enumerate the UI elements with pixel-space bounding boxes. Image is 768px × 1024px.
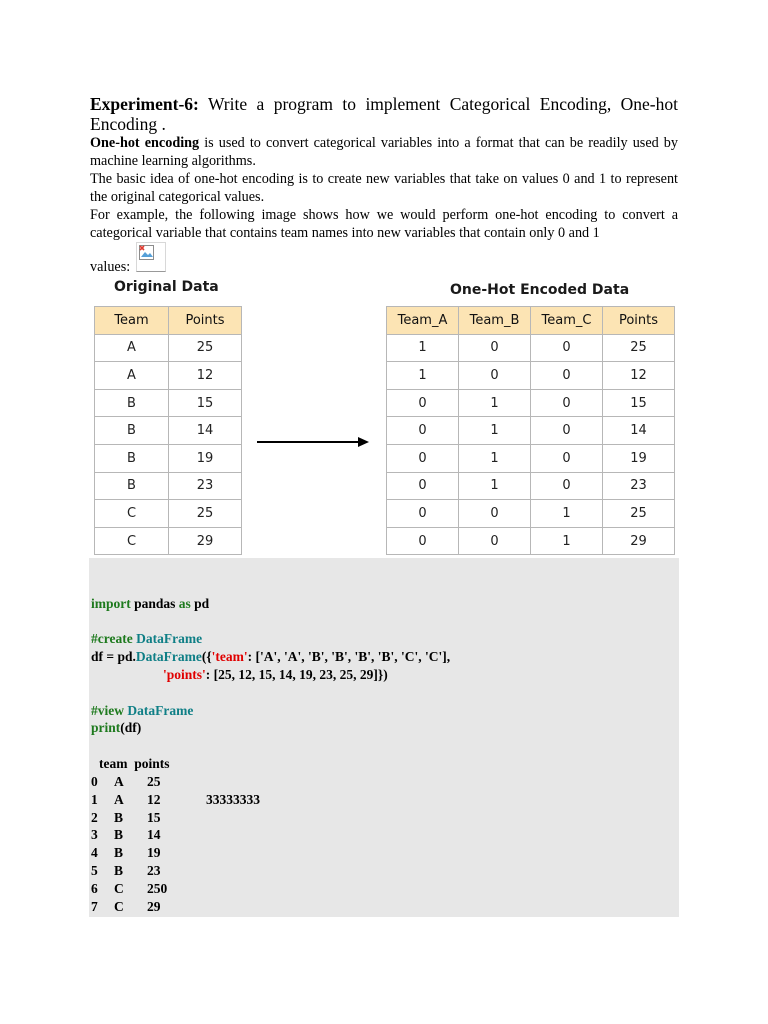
table-cell: 19 <box>603 444 675 472</box>
table-cell: 25 <box>169 334 242 362</box>
table-cell: B <box>95 472 169 500</box>
encoded-data-title: One-Hot Encoded Data <box>450 282 630 298</box>
experiment-heading <box>90 94 678 134</box>
original-data-table <box>94 306 242 555</box>
table-cell: 14 <box>603 417 675 445</box>
column-header: Points <box>169 307 242 335</box>
column-header: Team_B <box>459 307 531 335</box>
table-row <box>95 362 242 390</box>
table-cell: 1 <box>459 472 531 500</box>
table-cell: 15 <box>603 389 675 417</box>
table-row <box>387 444 675 472</box>
table-cell: C <box>95 527 169 555</box>
paragraph-example: For example, the following image shows how we would perform one-hot encoding to convert a categorical variable that contains team names into new variables that contain only 0 and 1 <box>90 207 678 241</box>
broken-image-icon <box>136 242 166 272</box>
table-cell: 12 <box>603 362 675 390</box>
code-comment-view: #view DataFrame <box>91 703 194 718</box>
output-header: team points <box>99 756 170 771</box>
stray-text: 33333333 <box>206 792 260 807</box>
table-row <box>387 389 675 417</box>
table-cell: 0 <box>531 389 603 417</box>
table-row <box>387 527 675 555</box>
table-cell: 23 <box>603 472 675 500</box>
column-header: Team_C <box>531 307 603 335</box>
table-cell: C <box>95 500 169 528</box>
table-row <box>95 417 242 445</box>
table-cell: 1 <box>387 334 459 362</box>
table-cell: 0 <box>387 500 459 528</box>
table-cell: 1 <box>459 444 531 472</box>
paragraph-example-end: values: <box>90 259 131 275</box>
table-cell: 0 <box>459 500 531 528</box>
table-cell: B <box>95 417 169 445</box>
table-row <box>95 500 242 528</box>
table-cell: 0 <box>387 527 459 555</box>
code-line-print: print(df) <box>91 720 142 735</box>
column-header: Points <box>603 307 675 335</box>
code-block: import pandas as pd #create DataFrame df = pd.DataFrame({'team': ['A', 'A', 'B', 'B', 'B', 'B', 'C', 'C'], 'points': [25, 12, 15, 14, 19, 23, 25, 29]}) #view DataFrame print(df) team points 0 A 25 1 A 12 33333333 2 B 15 3 B 14 4 B 19 5 B 23 6 C 250 7 C 29 <box>89 558 679 917</box>
table-row <box>387 472 675 500</box>
table-cell: B <box>95 444 169 472</box>
table-cell: 15 <box>169 389 242 417</box>
code-line-points: 'points': [25, 12, 15, 14, 19, 23, 25, 29]}) <box>163 667 388 682</box>
table-row <box>95 334 242 362</box>
code-comment-create: #create DataFrame <box>91 631 203 646</box>
table-cell: 0 <box>459 527 531 555</box>
column-header: Team_A <box>387 307 459 335</box>
table-cell: B <box>95 389 169 417</box>
table-cell: 14 <box>169 417 242 445</box>
table-row <box>95 444 242 472</box>
table-row <box>95 527 242 555</box>
table-cell: 0 <box>531 417 603 445</box>
table-cell: 0 <box>531 362 603 390</box>
table-cell: 0 <box>387 389 459 417</box>
table-cell: A <box>95 362 169 390</box>
table-cell: 12 <box>169 362 242 390</box>
experiment-label: Experiment-6: <box>90 94 199 114</box>
table-cell: 25 <box>169 500 242 528</box>
table-row <box>95 472 242 500</box>
table-row <box>387 334 675 362</box>
paragraph-basic-idea: The basic idea of one-hot encoding is to create new variables that take on values 0 and 1 to represent the original categorical values. <box>90 171 678 205</box>
table-cell: 1 <box>387 362 459 390</box>
code-line-import: import pandas as pd <box>91 596 210 611</box>
table-row <box>95 389 242 417</box>
table-cell: 19 <box>169 444 242 472</box>
table-cell: 0 <box>459 334 531 362</box>
table-row <box>387 500 675 528</box>
term-one-hot-encoding: One-hot encoding <box>90 135 200 151</box>
table-cell: 23 <box>169 472 242 500</box>
table-cell: 1 <box>531 527 603 555</box>
table-cell: 0 <box>531 444 603 472</box>
table-cell: 0 <box>387 417 459 445</box>
table-row <box>387 417 675 445</box>
table-cell: 29 <box>169 527 242 555</box>
right-arrow-icon <box>256 434 372 450</box>
table-cell: 25 <box>603 334 675 362</box>
table-cell: 25 <box>603 500 675 528</box>
table-row <box>387 362 675 390</box>
paragraph-definition: One-hot encoding is used to convert categorical variables into a format that can be readily used by machine learning algorithms. <box>90 135 678 169</box>
code-line-dataframe: df = pd.DataFrame({'team': ['A', 'A', 'B', 'B', 'B', 'B', 'C', 'C'], <box>91 649 451 664</box>
table-cell: 1 <box>531 500 603 528</box>
table-cell: 29 <box>603 527 675 555</box>
one-hot-encoded-table <box>386 306 675 555</box>
original-data-title: Original Data <box>114 279 219 295</box>
table-cell: 1 <box>459 417 531 445</box>
table-cell: 0 <box>387 444 459 472</box>
experiment-title: Write a program to implement Categorical Encoding, One-hot Encoding . <box>90 94 678 134</box>
table-cell: 0 <box>387 472 459 500</box>
table-cell: 0 <box>531 472 603 500</box>
table-cell: 1 <box>459 389 531 417</box>
table-cell: A <box>95 334 169 362</box>
table-cell: 0 <box>531 334 603 362</box>
table-cell: 0 <box>459 362 531 390</box>
column-header: Team <box>95 307 169 335</box>
